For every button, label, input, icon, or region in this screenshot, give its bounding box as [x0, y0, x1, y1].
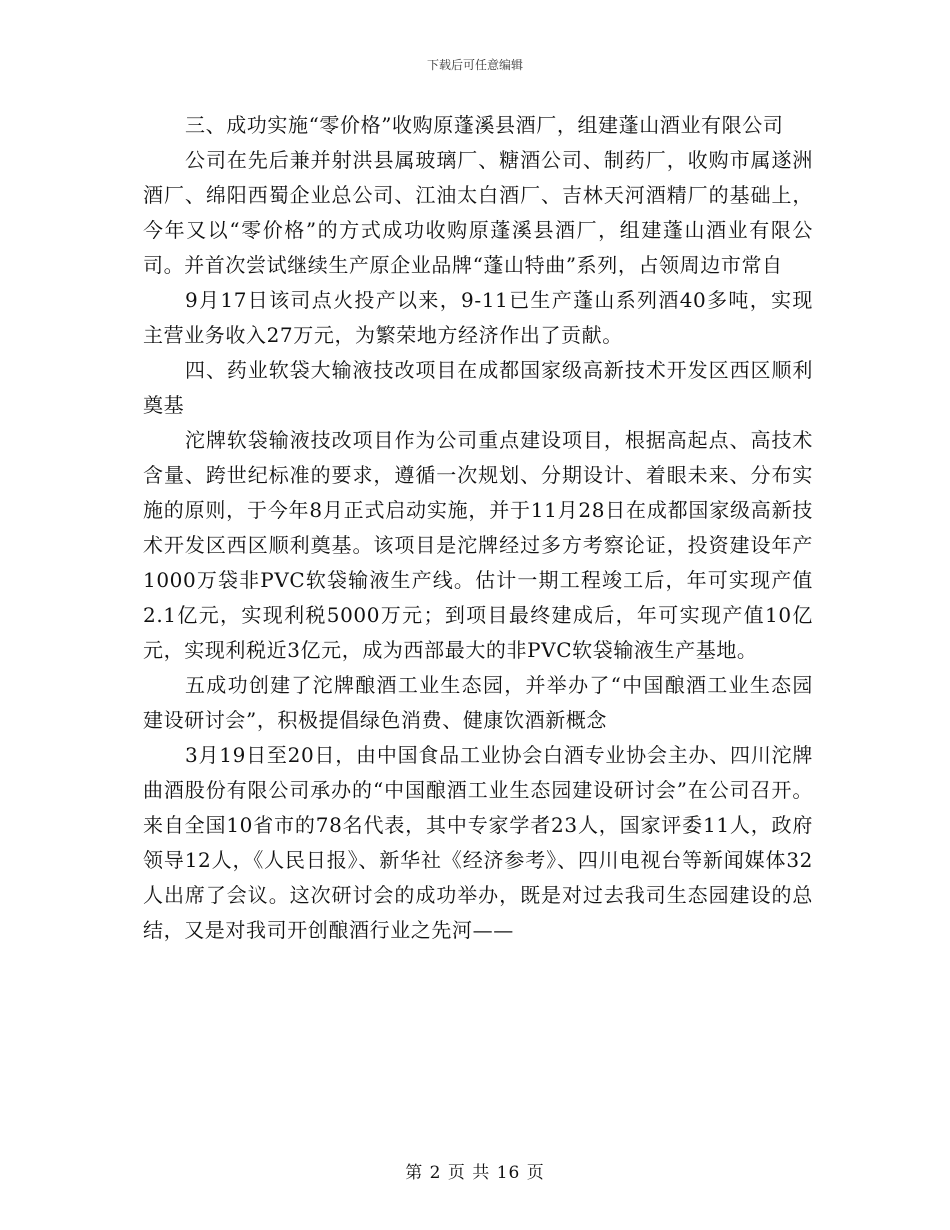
body-paragraph: 9月17日该司点火投产以来，9-11已生产蓬山系列酒40多吨，实现主营业务收入27万元，为繁荣地方经济作出了贡献。 — [143, 288, 813, 347]
body-paragraph: 公司在先后兼并射洪县属玻璃厂、糖酒公司、制药厂，收购市属遂洲酒厂、绵阳西蜀企业总公司、江油太白酒厂、吉林天河酒精厂的基础上，今年又以“零价格”的方式成功收购原蓬溪县酒厂，组建蓬山酒业有限公司。并首次尝试继续生产原企业品牌“蓬山特曲”系列，占领周边市常自 — [143, 148, 813, 277]
body-paragraph: 3月19日至20日，由中国食品工业协会白酒专业协会主办、四川沱牌曲酒股份有限公司承办的“中国酿酒工业生态园建设研讨会”在公司召开。来自全国10省市的78名代表，其中专家学者23人，国家评委11人，政府领导12人，《人民日报》、新华社《经济参考》、四川电视台等新闻媒体32人出席了会议。这次研讨会的成功举办，既是对过去我司生态园建设的总结，又是对我司开创酿酒行业之先河—— — [143, 743, 813, 942]
document-body — [143, 108, 813, 948]
body-paragraph: 沱牌软袋输液技改项目作为公司重点建设项目，根据高起点、高技术含量、跨世纪标准的要求，遵循一次规划、分期设计、着眼未来、分布实施的原则，于今年8月正式启动实施，并于11月28日在成都国家级高新技术开发区西区顺利奠基。该项目是沱牌经过多方考察论证，投资建设年产1000万袋非PVC软袋输液生产线。估计一期工程竣工后，年可实现产值2.1亿元，实现利税5000万元；到项目最终建成后，年可实现产值10亿元，实现利税近3亿元，成为西部最大的非PVC软袋输液生产基地。 — [143, 428, 813, 662]
page-number: 第 2 页 共 16 页 — [405, 1163, 545, 1183]
section-heading-3: 三、成功实施“零价格”收购原蓬溪县酒厂，组建蓬山酒业有限公司 — [185, 113, 784, 137]
page-header-note: 下载后可任意编辑 — [426, 58, 523, 72]
section-heading-4: 四、药业软袋大输液技改项目在成都国家级高新技术开发区西区顺利奠基 — [143, 358, 813, 417]
section-heading-5: 五成功创建了沱牌酿酒工业生态园，并举办了“中国酿酒工业生态园建设研讨会”，积极提倡绿色消费、健康饮酒新概念 — [143, 673, 813, 732]
